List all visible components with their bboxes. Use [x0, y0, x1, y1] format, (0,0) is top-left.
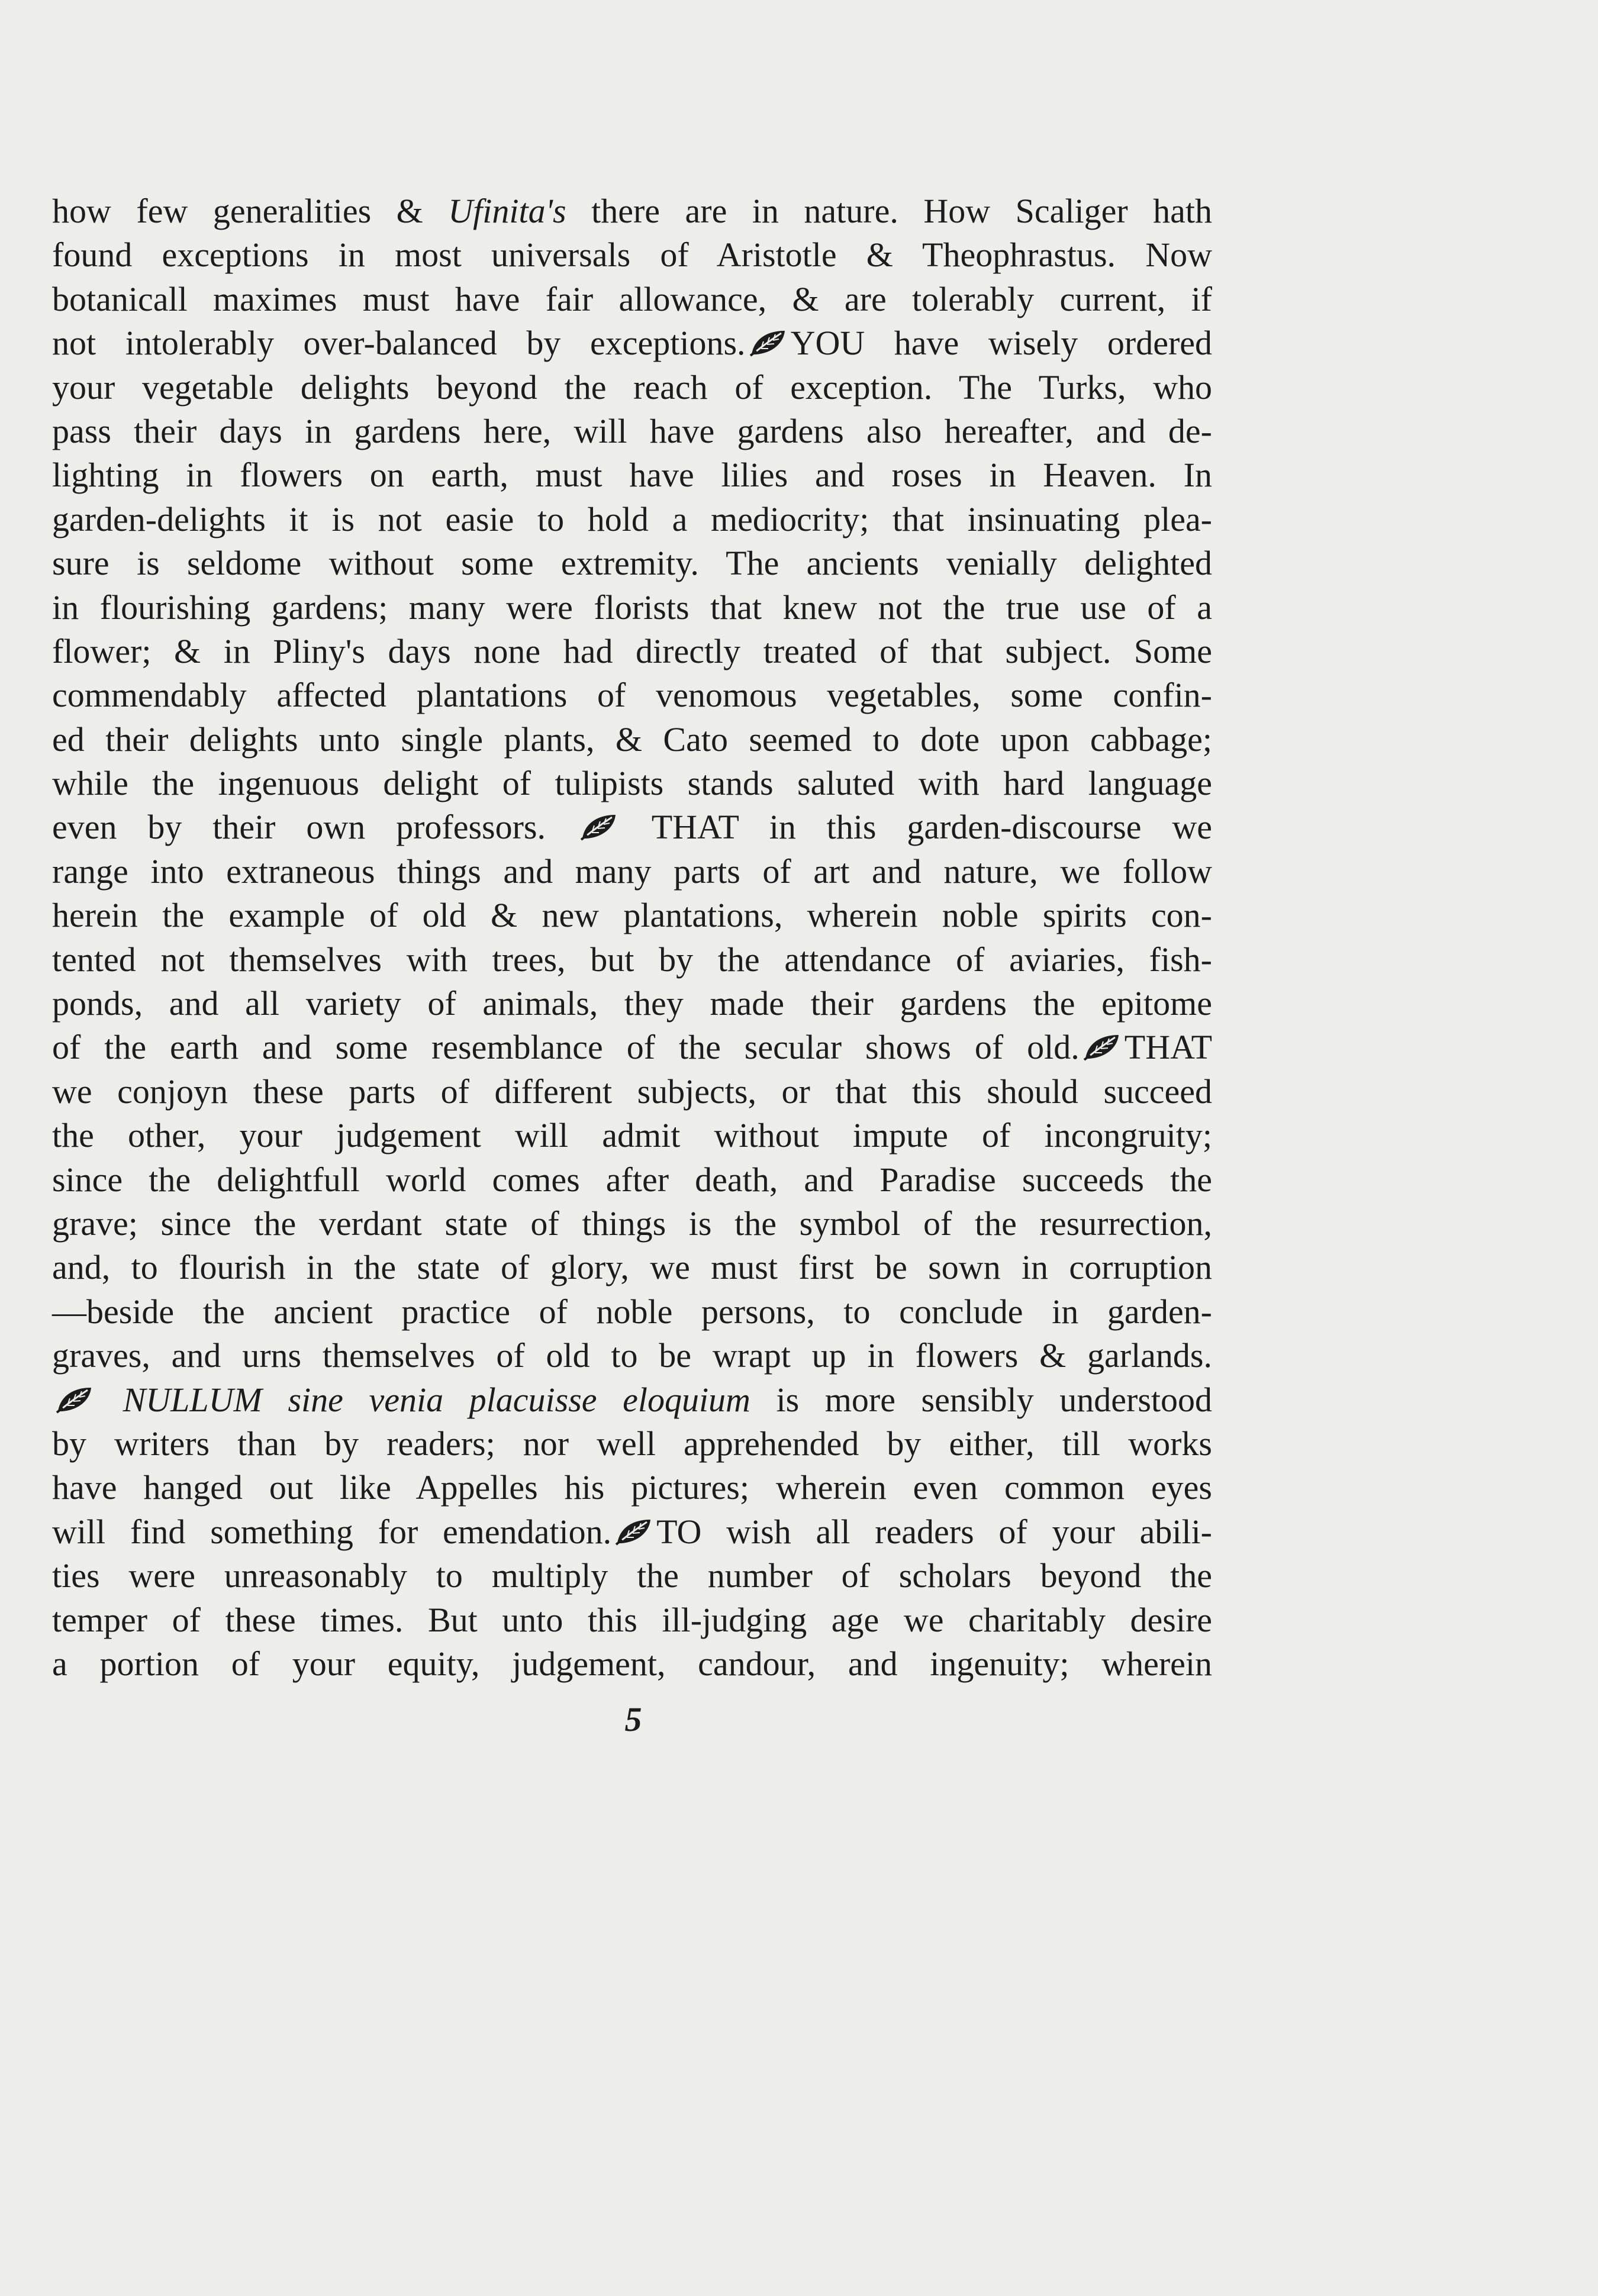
text-line	[52, 938, 1212, 982]
text-segment: TO wish all readers of your abili-	[656, 1512, 1212, 1551]
text-segment: ties were unreasonably to multiply the number of scholars beyond the	[52, 1556, 1212, 1595]
text-segment: not intolerably over-balanced by exceptions.	[52, 324, 746, 363]
text-line	[52, 1026, 1212, 1069]
text-segment: there are in nature. How Scaliger hath	[566, 192, 1212, 230]
text-line	[52, 233, 1212, 277]
text-line	[52, 805, 1212, 849]
text-line	[52, 1422, 1212, 1466]
text-line	[52, 1158, 1212, 1202]
text-segment: commendably affected plantations of venomous vegetables, some confin-	[52, 676, 1212, 715]
text-segment: by writers than by readers; nor well apprehended by either, till works	[52, 1424, 1212, 1463]
text-segment: while the ingenuous delight of tulipists stands saluted with hard language	[52, 764, 1212, 803]
text-segment: pass their days in gardens here, will have gardens also hereafter, and de-	[52, 411, 1212, 450]
text-segment: in flourishing gardens; many were florists that knew not the true use of a	[52, 588, 1212, 627]
text-segment: sure is seldome without some extremity. The ancients venially delighted	[52, 544, 1212, 583]
text-line	[52, 453, 1212, 497]
text-line	[52, 1554, 1212, 1598]
leaf-icon	[615, 1517, 653, 1546]
text-segment: ed their delights unto single plants, & Cato seemed to dote upon cabbage;	[52, 720, 1212, 759]
text-line	[52, 1466, 1212, 1510]
text-line	[52, 982, 1212, 1026]
leaf-icon	[1083, 1033, 1121, 1061]
text-segment: botanicall maximes must have fair allowance, & are tolerably current, if	[52, 279, 1212, 318]
text-line	[52, 541, 1212, 585]
text-line	[52, 1246, 1212, 1289]
text-line	[52, 366, 1212, 409]
text-line	[52, 189, 1212, 233]
leaf-icon	[580, 812, 618, 841]
text-segment: grave; since the verdant state of things is the symbol of the resurrection,	[52, 1204, 1212, 1243]
text-segment: lighting in flowers on earth, must have lilies and roses in Heaven. In	[52, 456, 1212, 495]
text-segment: found exceptions in most universals of Aristotle & Theophrastus. Now	[52, 236, 1212, 275]
text-segment: THAT	[1124, 1028, 1212, 1067]
text-segment: we conjoyn these parts of different subjects, or that this should succeed	[52, 1072, 1212, 1111]
text-segment: range into extraneous things and many parts of art and nature, we follow	[52, 852, 1212, 891]
text-line	[52, 1642, 1212, 1686]
text-line	[52, 1378, 1212, 1422]
italic-text: NULLUM sine venia placuisse eloquium	[97, 1380, 750, 1419]
text-segment: your vegetable delights beyond the reach of exception. The Turks, who	[52, 367, 1212, 407]
page-number: 5	[624, 1700, 642, 1739]
text-line	[52, 409, 1212, 453]
text-segment: will find something for emendation.	[52, 1512, 612, 1551]
text-line	[52, 1598, 1212, 1642]
text-line	[52, 1334, 1212, 1378]
text-line	[52, 894, 1212, 937]
italic-text: Ufinita's	[448, 192, 566, 230]
text-segment: herein the example of old & new plantations, wherein noble spirits con-	[52, 896, 1212, 935]
text-segment: a portion of your equity, judgement, candour, and ingenuity; wherein	[52, 1644, 1212, 1683]
text-segment: THAT in this garden-discourse we	[621, 808, 1212, 847]
text-line	[52, 630, 1212, 673]
text-segment: tented not themselves with trees, but by the attendance of aviaries, fish-	[52, 940, 1212, 979]
text-line	[52, 1202, 1212, 1246]
leaf-icon	[56, 1385, 94, 1414]
text-segment: even by their own professors.	[52, 808, 576, 847]
text-line	[52, 586, 1212, 630]
text-line	[52, 1114, 1212, 1157]
text-segment: ponds, and all variety of animals, they made their gardens the epitome	[52, 984, 1212, 1023]
text-line	[52, 673, 1212, 717]
text-segment: garden-delights it is not easie to hold a mediocrity; that insinuating plea-	[52, 499, 1212, 538]
text-segment: —beside the ancient practice of noble persons, to conclude in garden-	[52, 1292, 1212, 1331]
text-segment: is more sensibly understood	[750, 1380, 1213, 1419]
text-line	[52, 718, 1212, 762]
text-segment: since the delightfull world comes after death, and Paradise succeeds the	[52, 1160, 1212, 1199]
text-segment: and, to flourish in the state of glory, we must first be sown in corruption	[52, 1248, 1212, 1287]
text-line	[52, 762, 1212, 805]
text-line	[52, 498, 1212, 541]
text-segment: YOU have wisely ordered	[790, 324, 1213, 363]
text-segment: the other, your judgement will admit without impute of incongruity;	[52, 1116, 1212, 1155]
text-line	[52, 278, 1212, 321]
text-line	[52, 1510, 1212, 1554]
text-segment: of the earth and some resemblance of the secular shows of old.	[52, 1028, 1080, 1067]
text-segment: how few generalities &	[52, 192, 449, 230]
text-line	[52, 850, 1212, 894]
text-segment: have hanged out like Appelles his pictures; wherein even common eyes	[52, 1468, 1212, 1507]
body-text	[52, 189, 1212, 1686]
leaf-icon	[749, 328, 787, 357]
text-line	[52, 321, 1212, 365]
text-line	[52, 1290, 1212, 1334]
text-segment: flower; & in Pliny's days none had directly treated of that subject. Some	[52, 631, 1212, 670]
text-line	[52, 1070, 1212, 1114]
text-segment: graves, and urns themselves of old to be wrapt up in flowers & garlands.	[52, 1336, 1212, 1375]
text-segment: temper of these times. But unto this ill-judging age we charitably desire	[52, 1600, 1212, 1639]
